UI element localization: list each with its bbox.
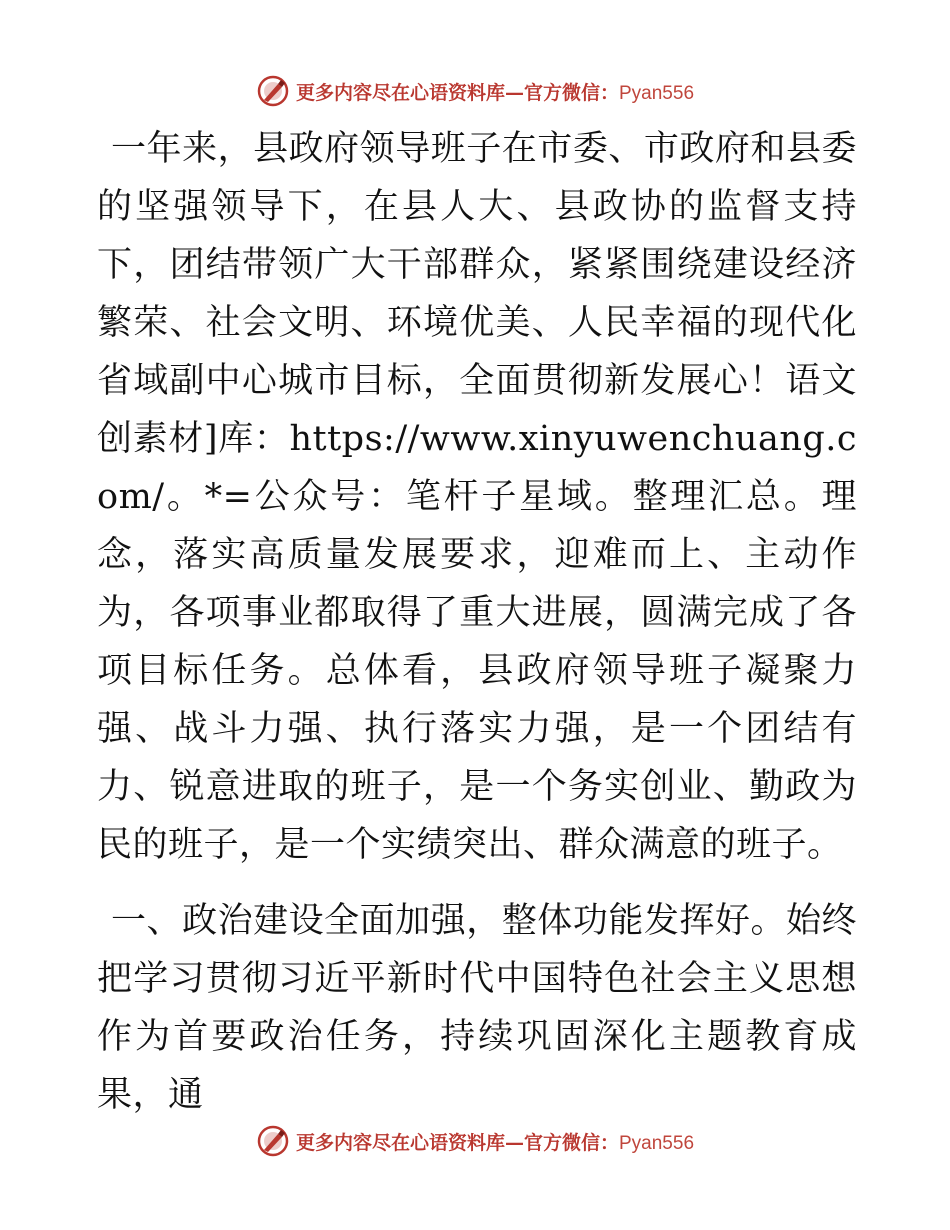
- footer-text: 更多内容尽在心语资料库—官方微信：Pyan556: [295, 1131, 695, 1154]
- footer-wechat-id: Pyan556: [619, 1132, 695, 1154]
- pen-seal-icon: [256, 1124, 290, 1158]
- paragraph-2-text: 一、政治建设全面加强，整体功能发挥好。始终把学习贯彻习近平新时代中国特色社会主义思想作为首要政治任务，持续巩固深化主题教育成果，通: [97, 901, 857, 1115]
- document-body: [97, 120, 857, 1124]
- paragraph-1: [97, 120, 857, 874]
- footer-banner: [0, 1121, 950, 1161]
- paragraph-1-text: 一年来，县政府领导班子在市委、市政府和县委的坚强领导下，在县人大、县政协的监督支持下，团结带领广大干部群众，紧紧围绕建设经济繁荣、社会文明、环境优美、人民幸福的现代化省域副中心城市目标，全面贯彻新发展心！语文创素材]库：https://www.xinyuwenchuang.com/。*=公众号：笔杆子星域。整理汇总。理念，落实高质量发展要求，迎难而上、主动作为，各项事业都取得了重大进展，圆满完成了各项目标任务。总体看，县政府领导班子凝聚力强、战斗力强、执行落实力强，是一个团结有力、锐意进取的班子，是一个务实创业、勤政为民的班子，是一个实绩突出、群众满意的班子。: [97, 129, 857, 865]
- paragraph-2: [97, 892, 857, 1124]
- pen-seal-icon: [256, 74, 290, 108]
- header-text: 更多内容尽在心语资料库—官方微信：Pyan556: [295, 81, 695, 104]
- header-wechat-id: Pyan556: [619, 82, 695, 104]
- header-banner: [0, 71, 950, 111]
